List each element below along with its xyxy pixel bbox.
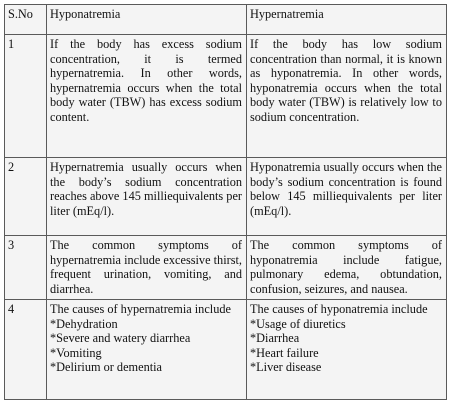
header-hypernatremia: Hypernatremia — [247, 5, 447, 35]
cause-item: *Severe and watery diarrhea — [50, 331, 191, 346]
header-hyponatremia: Hyponatremia — [47, 5, 247, 35]
hyponatremia-cell: The common symptoms of hypernatremia include excessive thirst, frequent urination, vomiting, and diarrhea. — [47, 236, 247, 300]
cause-item: *Liver disease — [250, 360, 322, 375]
hyponatremia-cell: If the body has excess sodium concentration, it is termed hypernatremia. In other words, hypernatremia occurs when the total body water (TBW) has excess sodium content. — [47, 35, 247, 158]
cause-item: *Delirium or dementia — [50, 360, 163, 375]
table-row — [5, 300, 447, 400]
header-sno: S.No — [5, 5, 47, 35]
row-number: 4 — [5, 300, 47, 400]
cause-item: *Diarrhea — [250, 331, 300, 346]
row-number: 3 — [5, 236, 47, 300]
row-number: 1 — [5, 35, 47, 158]
comparison-table-container — [4, 4, 446, 399]
table-row — [5, 236, 447, 300]
row-number: 2 — [5, 158, 47, 236]
header-row — [5, 5, 447, 35]
hyponatremia-cell: Hypernatremia usually occurs when the body’s sodium concentration reaches above 145 milliequivalents per liter (mEq/l). — [47, 158, 247, 236]
hypernatremia-cell: If the body has low sodium concentration than normal, it is known as hyponatremia. In other words, hyponatremia occurs when the total body water (TBW) is relatively low to sodium concentration. — [247, 35, 447, 158]
cause-item: *Usage of diuretics — [250, 316, 346, 331]
table-row — [5, 158, 447, 236]
cause-item: *Vomiting — [50, 345, 102, 360]
hypernatremia-cell: The common symptoms of hyponatremia include fatigue, pulmonary edema, obtundation, confusion, seizures, and nausea. — [247, 236, 447, 300]
causes-intro: The causes of hyponatremia include — [250, 302, 428, 316]
cause-item: *Heart failure — [250, 345, 319, 360]
cause-item: *Dehydration — [50, 316, 118, 331]
causes-intro: The causes of hypernatremia include — [50, 302, 231, 316]
hypernatremia-cell — [247, 300, 447, 400]
hypernatremia-cell: Hyponatremia usually occurs when the body’s sodium concentration is found below 145 milliequivalents per liter (mEq/l). — [247, 158, 447, 236]
comparison-table — [4, 4, 447, 400]
hyponatremia-cell — [47, 300, 247, 400]
table-row — [5, 35, 447, 158]
